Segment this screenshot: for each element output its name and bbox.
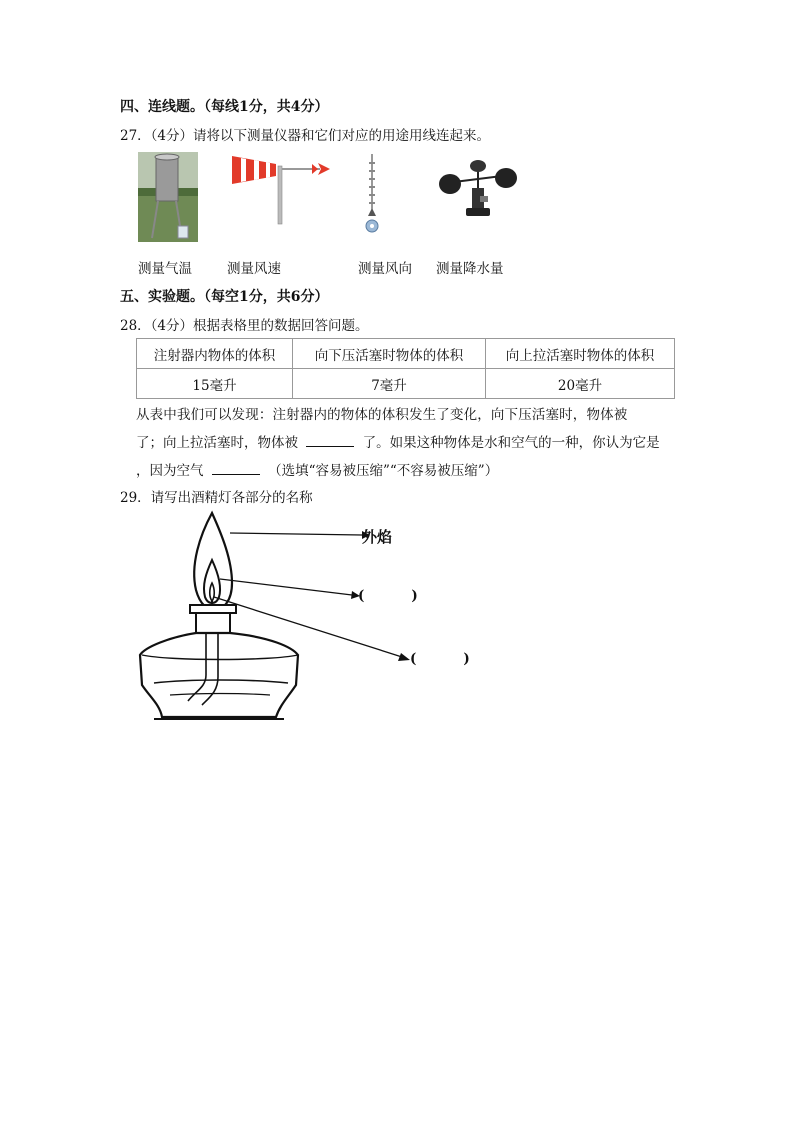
alcohol-lamp-diagram xyxy=(130,505,510,730)
table-cell: 20毫升 xyxy=(486,369,675,399)
rain-gauge-image xyxy=(138,152,198,242)
label-outer-flame: 外焰 xyxy=(362,528,393,546)
label-measure-wind-direction: 测量风向 xyxy=(358,261,412,277)
table-header-row xyxy=(137,339,675,369)
table-header-cell: 向上拉活塞时物体的体积 xyxy=(486,339,675,369)
answer-text-3b: （选填“容易被压缩”“不容易被压缩”） xyxy=(268,463,499,479)
table-header-cell: 注射器内物体的体积 xyxy=(137,339,293,369)
answer-text-line-3 xyxy=(136,459,498,479)
table-header-cell: 向下压活塞时物体的体积 xyxy=(293,339,486,369)
label-measure-temperature: 测量气温 xyxy=(138,261,192,277)
windsock-image xyxy=(226,152,332,226)
answer-paren-flame-core[interactable]: ( ) xyxy=(410,651,470,667)
answer-text-2a: 了；向上拉活塞时，物体被 xyxy=(136,435,298,451)
table-cell: 15毫升 xyxy=(137,369,293,399)
section-4-heading: 四、连线题。（每线1分，共4分） xyxy=(120,99,329,115)
answer-text-line-1: 从表中我们可以发现：注射器内的物体的体积发生了变化，向下压活塞时，物体被 xyxy=(136,407,628,423)
table-row xyxy=(137,369,675,399)
answer-text-3a: ，因为空气 xyxy=(136,463,204,479)
answer-blank[interactable] xyxy=(306,434,354,447)
label-measure-precipitation: 测量降水量 xyxy=(436,261,504,277)
answer-blank[interactable] xyxy=(212,462,260,475)
wind-vane-image xyxy=(360,152,384,236)
question-27: 27．（4分）请将以下测量仪器和它们对应的用途用线连起来。 xyxy=(120,128,491,144)
question-28: 28．（4分）根据表格里的数据回答问题。 xyxy=(120,318,369,334)
anemometer-image xyxy=(436,158,520,222)
data-table xyxy=(136,338,675,399)
table-cell: 7毫升 xyxy=(293,369,486,399)
answer-text-2b: 了。如果这种物体是水和空气的一种，你认为它是 xyxy=(362,435,660,451)
answer-text-line-2 xyxy=(136,431,660,451)
question-29: 29．请写出酒精灯各部分的名称 xyxy=(120,490,313,506)
section-5-heading: 五、实验题。（每空1分，共6分） xyxy=(120,289,329,305)
label-measure-wind-speed: 测量风速 xyxy=(227,261,281,277)
answer-paren-inner-flame[interactable]: ( ) xyxy=(358,588,418,604)
